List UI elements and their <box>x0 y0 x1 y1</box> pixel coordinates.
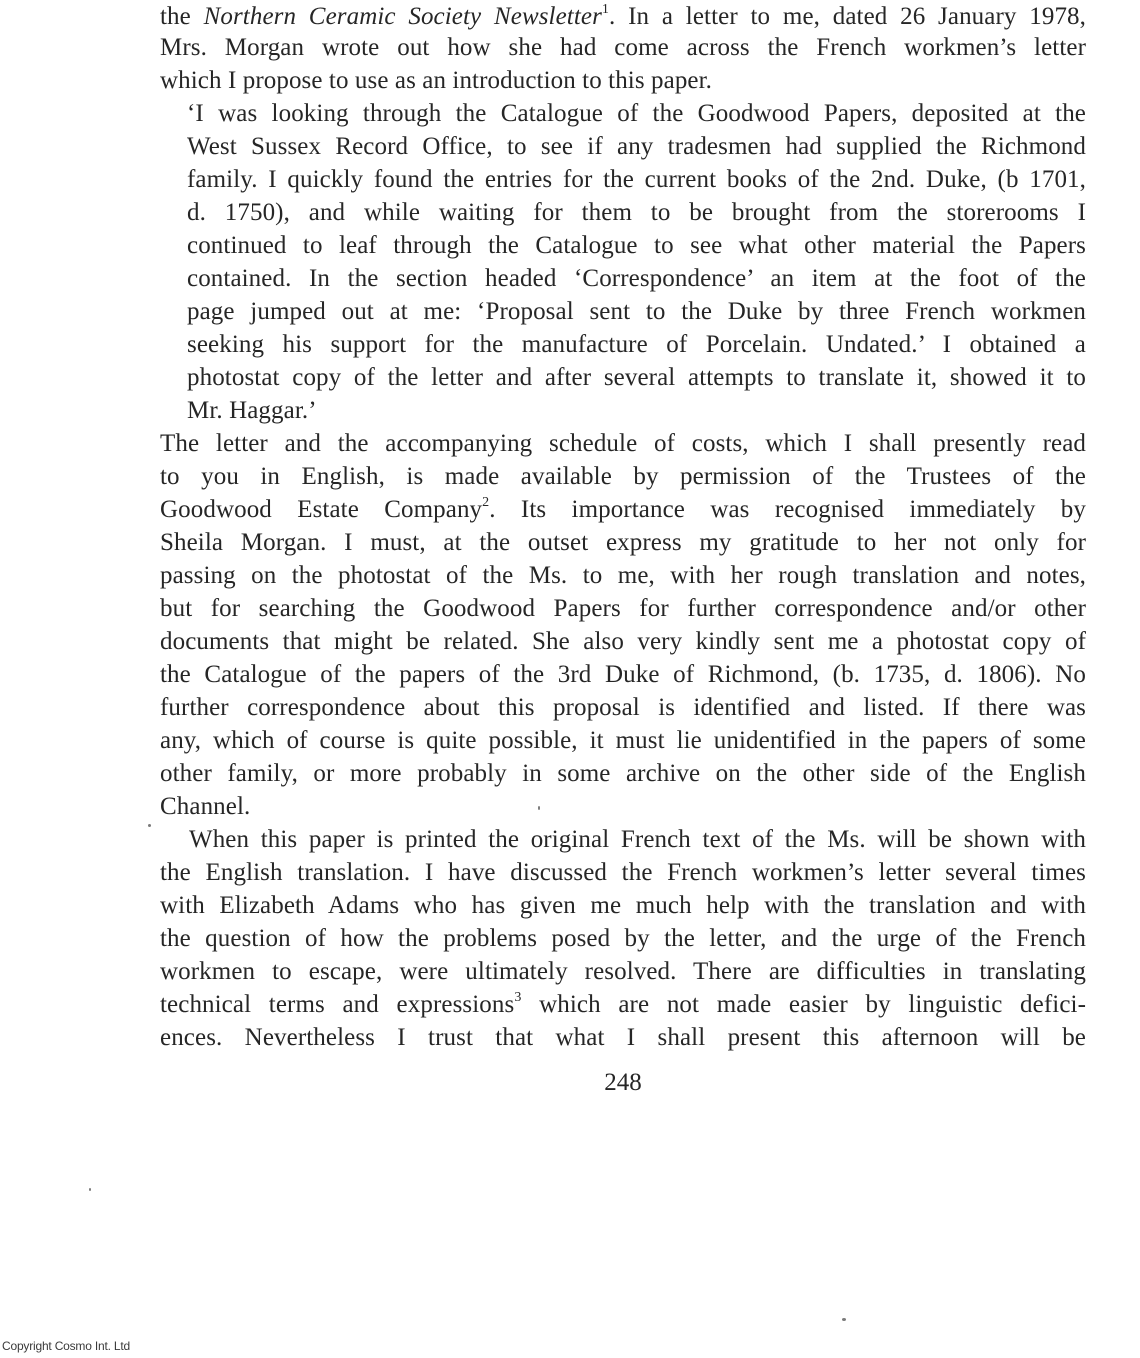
text-line: the Northern Ceramic Society Newsletter$^1$. In a letter to me, dated 26 January 1978, <box>160 1 1086 30</box>
block-quote-line: contained. In the section headed ‘Correspondence’ an item at the foot of the <box>187 265 1086 292</box>
text-line: documents that might be related. She also very kindly sent me a photostat copy of <box>160 628 1086 655</box>
block-quote-line: photostat copy of the letter and after several attempts to translate it, showed it to <box>187 364 1086 391</box>
copyright-watermark: Copyright Cosmo Int. Ltd <box>2 1339 130 1353</box>
block-quote-line: ‘I was looking through the Catalogue of the Goodwood Papers, deposited at the <box>187 100 1086 127</box>
block-quote-line: d. 1750), and while waiting for them to be brought from the storerooms I <box>187 199 1086 226</box>
text-line: ences. Nevertheless I trust that what I shall present this afternoon will be <box>160 1024 1086 1051</box>
text-line: Sheila Morgan. I must, at the outset express my gratitude to her not only for <box>160 529 1086 556</box>
text-line: the question of how the problems posed by the letter, and the urge of the French <box>160 925 1086 952</box>
text-line: Channel. <box>160 793 251 820</box>
text-line: which I propose to use as an introduction to this paper. <box>160 67 713 94</box>
block-quote-line: family. I quickly found the entries for the current books of the 2nd. Duke, (b 1701, <box>187 166 1086 193</box>
text-line: workmen to escape, were ultimately resolved. There are difficulties in translating <box>160 958 1086 985</box>
text-line: The letter and the accompanying schedule of costs, which I shall presently read <box>160 430 1086 457</box>
block-quote-line: seeking his support for the manufacture of Porcelain. Undated.’ I obtained a <box>187 331 1086 358</box>
text-line: to you in English, is made available by permission of the Trustees of the <box>160 463 1086 490</box>
text-line: other family, or more probably in some archive on the other side of the English <box>160 760 1086 787</box>
scan-speck <box>538 806 540 810</box>
block-quote-line: continued to leaf through the Catalogue to see what other material the Papers <box>187 232 1086 259</box>
text-line: Goodwood Estate Company$^2$. Its importance was recognised immediately by <box>160 494 1086 523</box>
text-line: the English translation. I have discussed the French workmen’s letter several times <box>160 859 1086 886</box>
block-quote-line: Mr. Haggar.’ <box>187 397 317 424</box>
text-line: technical terms and expressions$^3$ which are not made easier by linguistic defici- <box>160 989 1086 1018</box>
block-quote-line: West Sussex Record Office, to see if any tradesmen had supplied the Richmond <box>187 133 1086 160</box>
text-line: passing on the photostat of the Ms. to me, with her rough translation and notes, <box>160 562 1086 589</box>
text-line: any, which of course is quite possible, it must lie unidentified in the papers of some <box>160 727 1086 754</box>
text-line: with Elizabeth Adams who has given me much help with the translation and with <box>160 892 1086 919</box>
scan-speck <box>148 824 151 827</box>
paragraph-first-line: When this paper is printed the original French text of the Ms. will be shown with <box>189 826 1086 853</box>
text-line: further correspondence about this proposal is identified and listed. If there was <box>160 694 1086 721</box>
scan-speck <box>89 1188 91 1191</box>
text-line: but for searching the Goodwood Papers for further correspondence and/or other <box>160 595 1086 622</box>
block-quote-line: page jumped out at me: ‘Proposal sent to the Duke by three French workmen <box>187 298 1086 325</box>
text-line: Mrs. Morgan wrote out how she had come across the French workmen’s letter <box>160 34 1086 61</box>
text-line: the Catalogue of the papers of the 3rd Duke of Richmond, (b. 1735, d. 1806). No <box>160 661 1086 688</box>
scan-speck <box>842 1318 846 1321</box>
page-number: 248 <box>604 1069 642 1096</box>
